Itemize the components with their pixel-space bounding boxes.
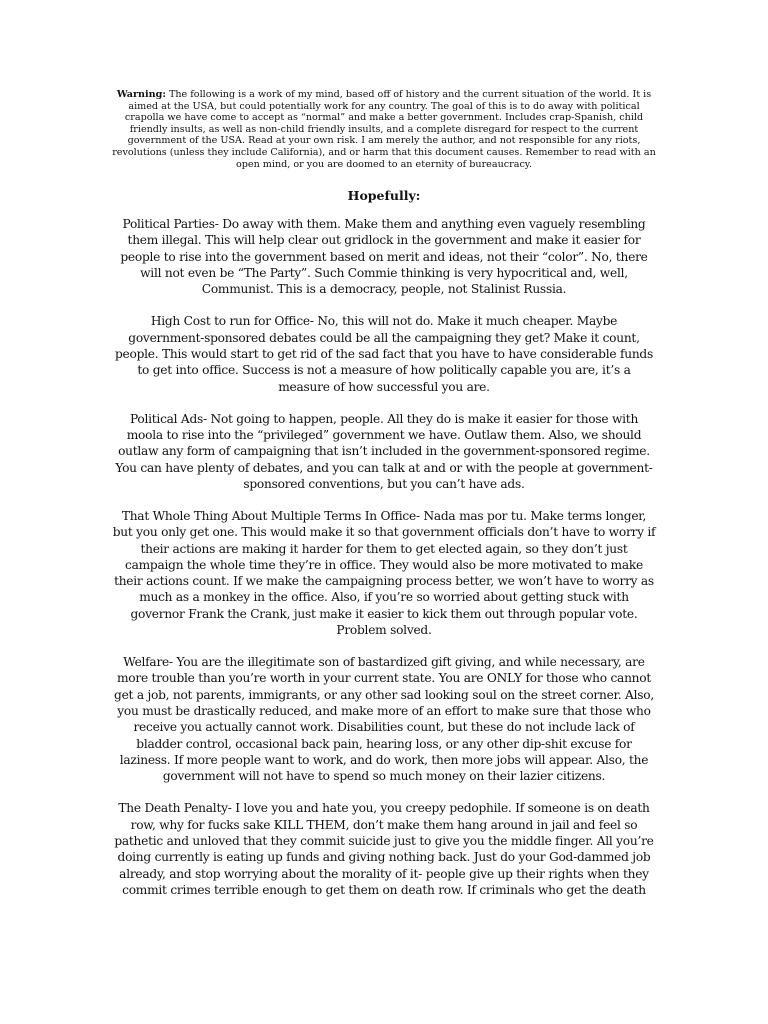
paragraph-political-ads: Political Ads- Not going to happen, people. All they do is make it easier for those with moola to rise into the “privileged” government we have. Outlaw them. Also, we should outlaw any form of campaigning that isn’t included in the government-sponsored regime. You can have plenty of debates, and you can talk at and or with the people at government-sponsored conventions, but you can’t have ads.: [115, 411, 653, 491]
warning-text: The following is a work of my mind, based off of history and the current situation of the world. It is aimed at the USA, but could potentially work for any country. The goal of this is to do away with political crapolla we have come to accept as “normal” and make a better government. Includes crap-Spanish, child friendly insults, as well as non-child friendly insults, and a complete disregard for respect to the current government of the USA. Read at your own risk. I am merely the author, and not responsible for any riots, revolutions (unless they include California), and or harm that this document causes. Remember to read with an open mind, or you are doomed to an eternity of bureaucracy.: [112, 89, 656, 170]
paragraph-welfare: Welfare- You are the illegitimate son of bastardized gift giving, and while necessary, are more trouble than you’re worth in your current state. You are ONLY for those who cannot get a job, not parents, immigrants, or any other sad looking soul on the street corner. Also, you must be drastically reduced, and make more of an effort to make sure that those who receive you actually cannot work. Disabilities count, but these do not include lack of bladder control, occasional back pain, hearing loss, or any other dip-shit excuse for laziness. If more people want to work, and do work, then more jobs will appear. Also, the government will not have to spend so much money on their lazier citizens.: [114, 655, 654, 784]
paragraph-multiple-terms: That Whole Thing About Multiple Terms In Office- Nada mas por tu. Make terms longer, but you only get one. This would make it so that government officials don’t have to worry if their actions are making it harder for them to get elected again, so they don’t just campaign the whole time they’re in office. They would also be more motivated to make their actions count. If we make the campaigning process better, we won’t have to worry as much as a monkey in the office. Also, if you’re so worried about getting stuck with governor Frank the Crank, just make it easier to kick them out through popular vote. Problem solved.: [112, 509, 656, 638]
warning-paragraph: [112, 89, 656, 170]
section-heading: Hopefully:: [347, 188, 421, 204]
warning-label: Warning:: [116, 89, 166, 100]
paragraph-political-parties: Political Parties- Do away with them. Make them and anything even vaguely resembling them illegal. This will help clear out gridlock in the government and make it easier for people to rise into the government based on merit and ideas, not their “color”. No, there will not even be “The Party”. Such Commie thinking is very hypocritical and, well, Communist. This is a democracy, people, not Stalinist Russia.: [120, 217, 648, 297]
paragraph-death-penalty: The Death Penalty- I love you and hate you, you creepy pedophile. If someone is on death row, why for fucks sake KILL THEM, don’t make them hang around in jail and feel so pathetic and unloved that they commit suicide just to give you the middle finger. All you’re doing currently is eating up funds and giving nothing back. Just do your God-dammed job already, and stop worrying about the morality of it- people give up their rights when they commit crimes terrible enough to get them on death row. If criminals who get the death: [114, 801, 654, 897]
paragraph-high-cost: High Cost to run for Office- No, this will not do. Make it much cheaper. Maybe government-sponsored debates could be all the campaigning they get? Make it count, people. This would start to get rid of the sad fact that you have to have considerable funds to get into office. Success is not a measure of how politically capable you are, it’s a measure of how successful you are.: [115, 314, 653, 394]
document-page: [112, 89, 656, 914]
